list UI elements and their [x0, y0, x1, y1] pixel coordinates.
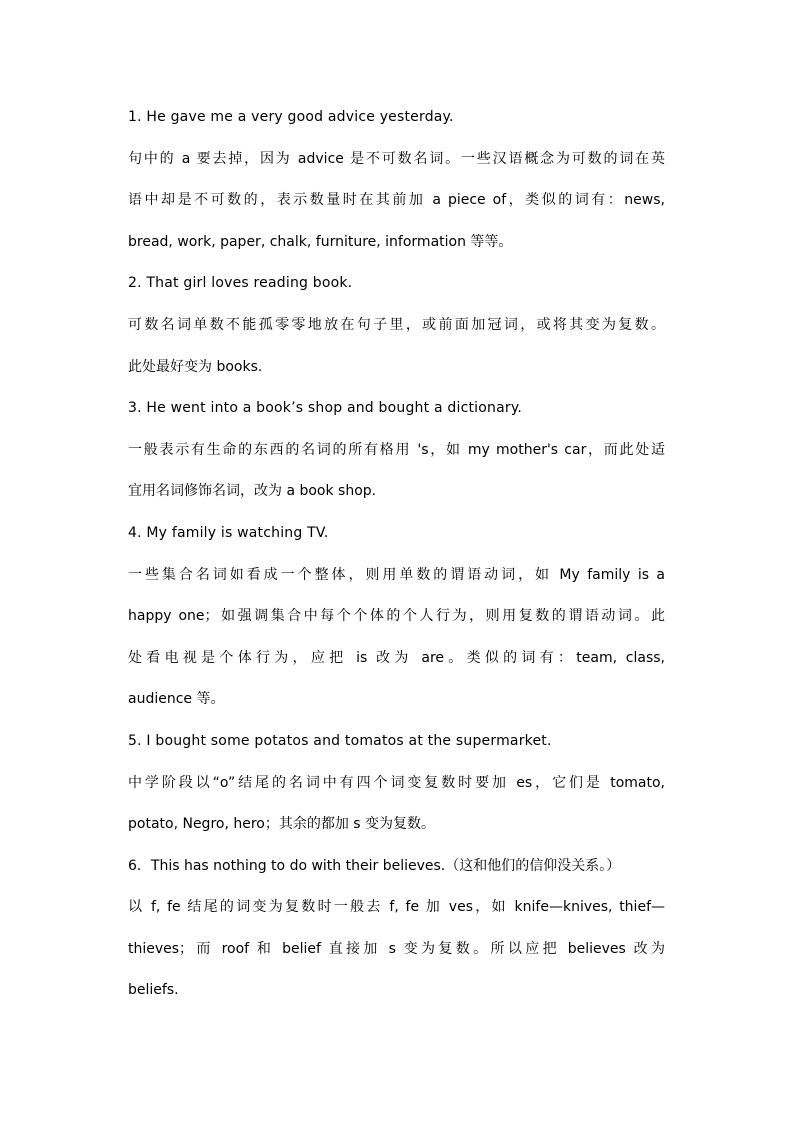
question-2-sentence: 2. That girl loves reading book. [128, 275, 353, 292]
explanation-4-line-3: 处看电视是个体行为，应把 is 改为 are。类似的词有：team, class, [128, 649, 665, 666]
question-6-sentence: 6．This has nothing to do with their believes.（这和他们的信仰没关系。） [128, 857, 621, 874]
explanation-5-line-2: potato, Negro, hero；其余的都加 s 变为复数。 [128, 816, 436, 833]
document-body [128, 105, 665, 1020]
question-3-sentence: 3. He went into a book’s shop and bought a dictionary. [128, 400, 522, 417]
explanation-2-line-1: 可数名词单数不能孤零零地放在句子里，或前面加冠词，或将其变为复数。 [128, 316, 665, 333]
explanation-4-line-4: audience 等。 [128, 691, 225, 708]
question-5-sentence: 5. I bought some potatos and tomatos at the supermarket. [128, 732, 552, 749]
explanation-6-line-3: beliefs. [128, 982, 179, 999]
explanation-1-line-1: 句中的 a 要去掉，因为 advice 是不可数名词。一些汉语概念为可数的词在英 [128, 150, 665, 167]
explanation-4-line-2: happy one；如强调集合中每个个体的个人行为，则用复数的谓语动词。此 [128, 608, 665, 625]
explanation-5-line-1: 中学阶段以“o”结尾的名词中有四个词变复数时要加 es，它们是 tomato, [128, 774, 665, 791]
question-4-sentence: 4. My family is watching TV. [128, 524, 329, 541]
explanation-4-line-1: 一些集合名词如看成一个整体，则用单数的谓语动词，如 My family is a [128, 566, 665, 583]
explanation-3-line-2: 宜用名词修饰名词，改为 a book shop. [128, 483, 377, 500]
explanation-2-line-2: 此处最好变为 books. [128, 358, 263, 375]
question-1-sentence: 1. He gave me a very good advice yesterday. [128, 109, 454, 125]
explanation-6-line-2: thieves；而 roof 和 belief 直接加 s 变为复数。所以应把 believes 改为 [128, 940, 665, 957]
explanation-1-line-3: bread, work, paper, chalk, furniture, information 等等。 [128, 233, 513, 250]
explanation-3-line-1: 一般表示有生命的东西的名词的所有格用 's，如 my mother's car，而此处适 [128, 441, 665, 458]
explanation-6-line-1: 以 f, fe 结尾的词变为复数时一般去 f, fe 加 ves，如 knife—knives, thief— [128, 899, 665, 916]
explanation-1-line-2: 语中却是不可数的，表示数量时在其前加 a piece of，类似的词有：news, [128, 192, 665, 209]
